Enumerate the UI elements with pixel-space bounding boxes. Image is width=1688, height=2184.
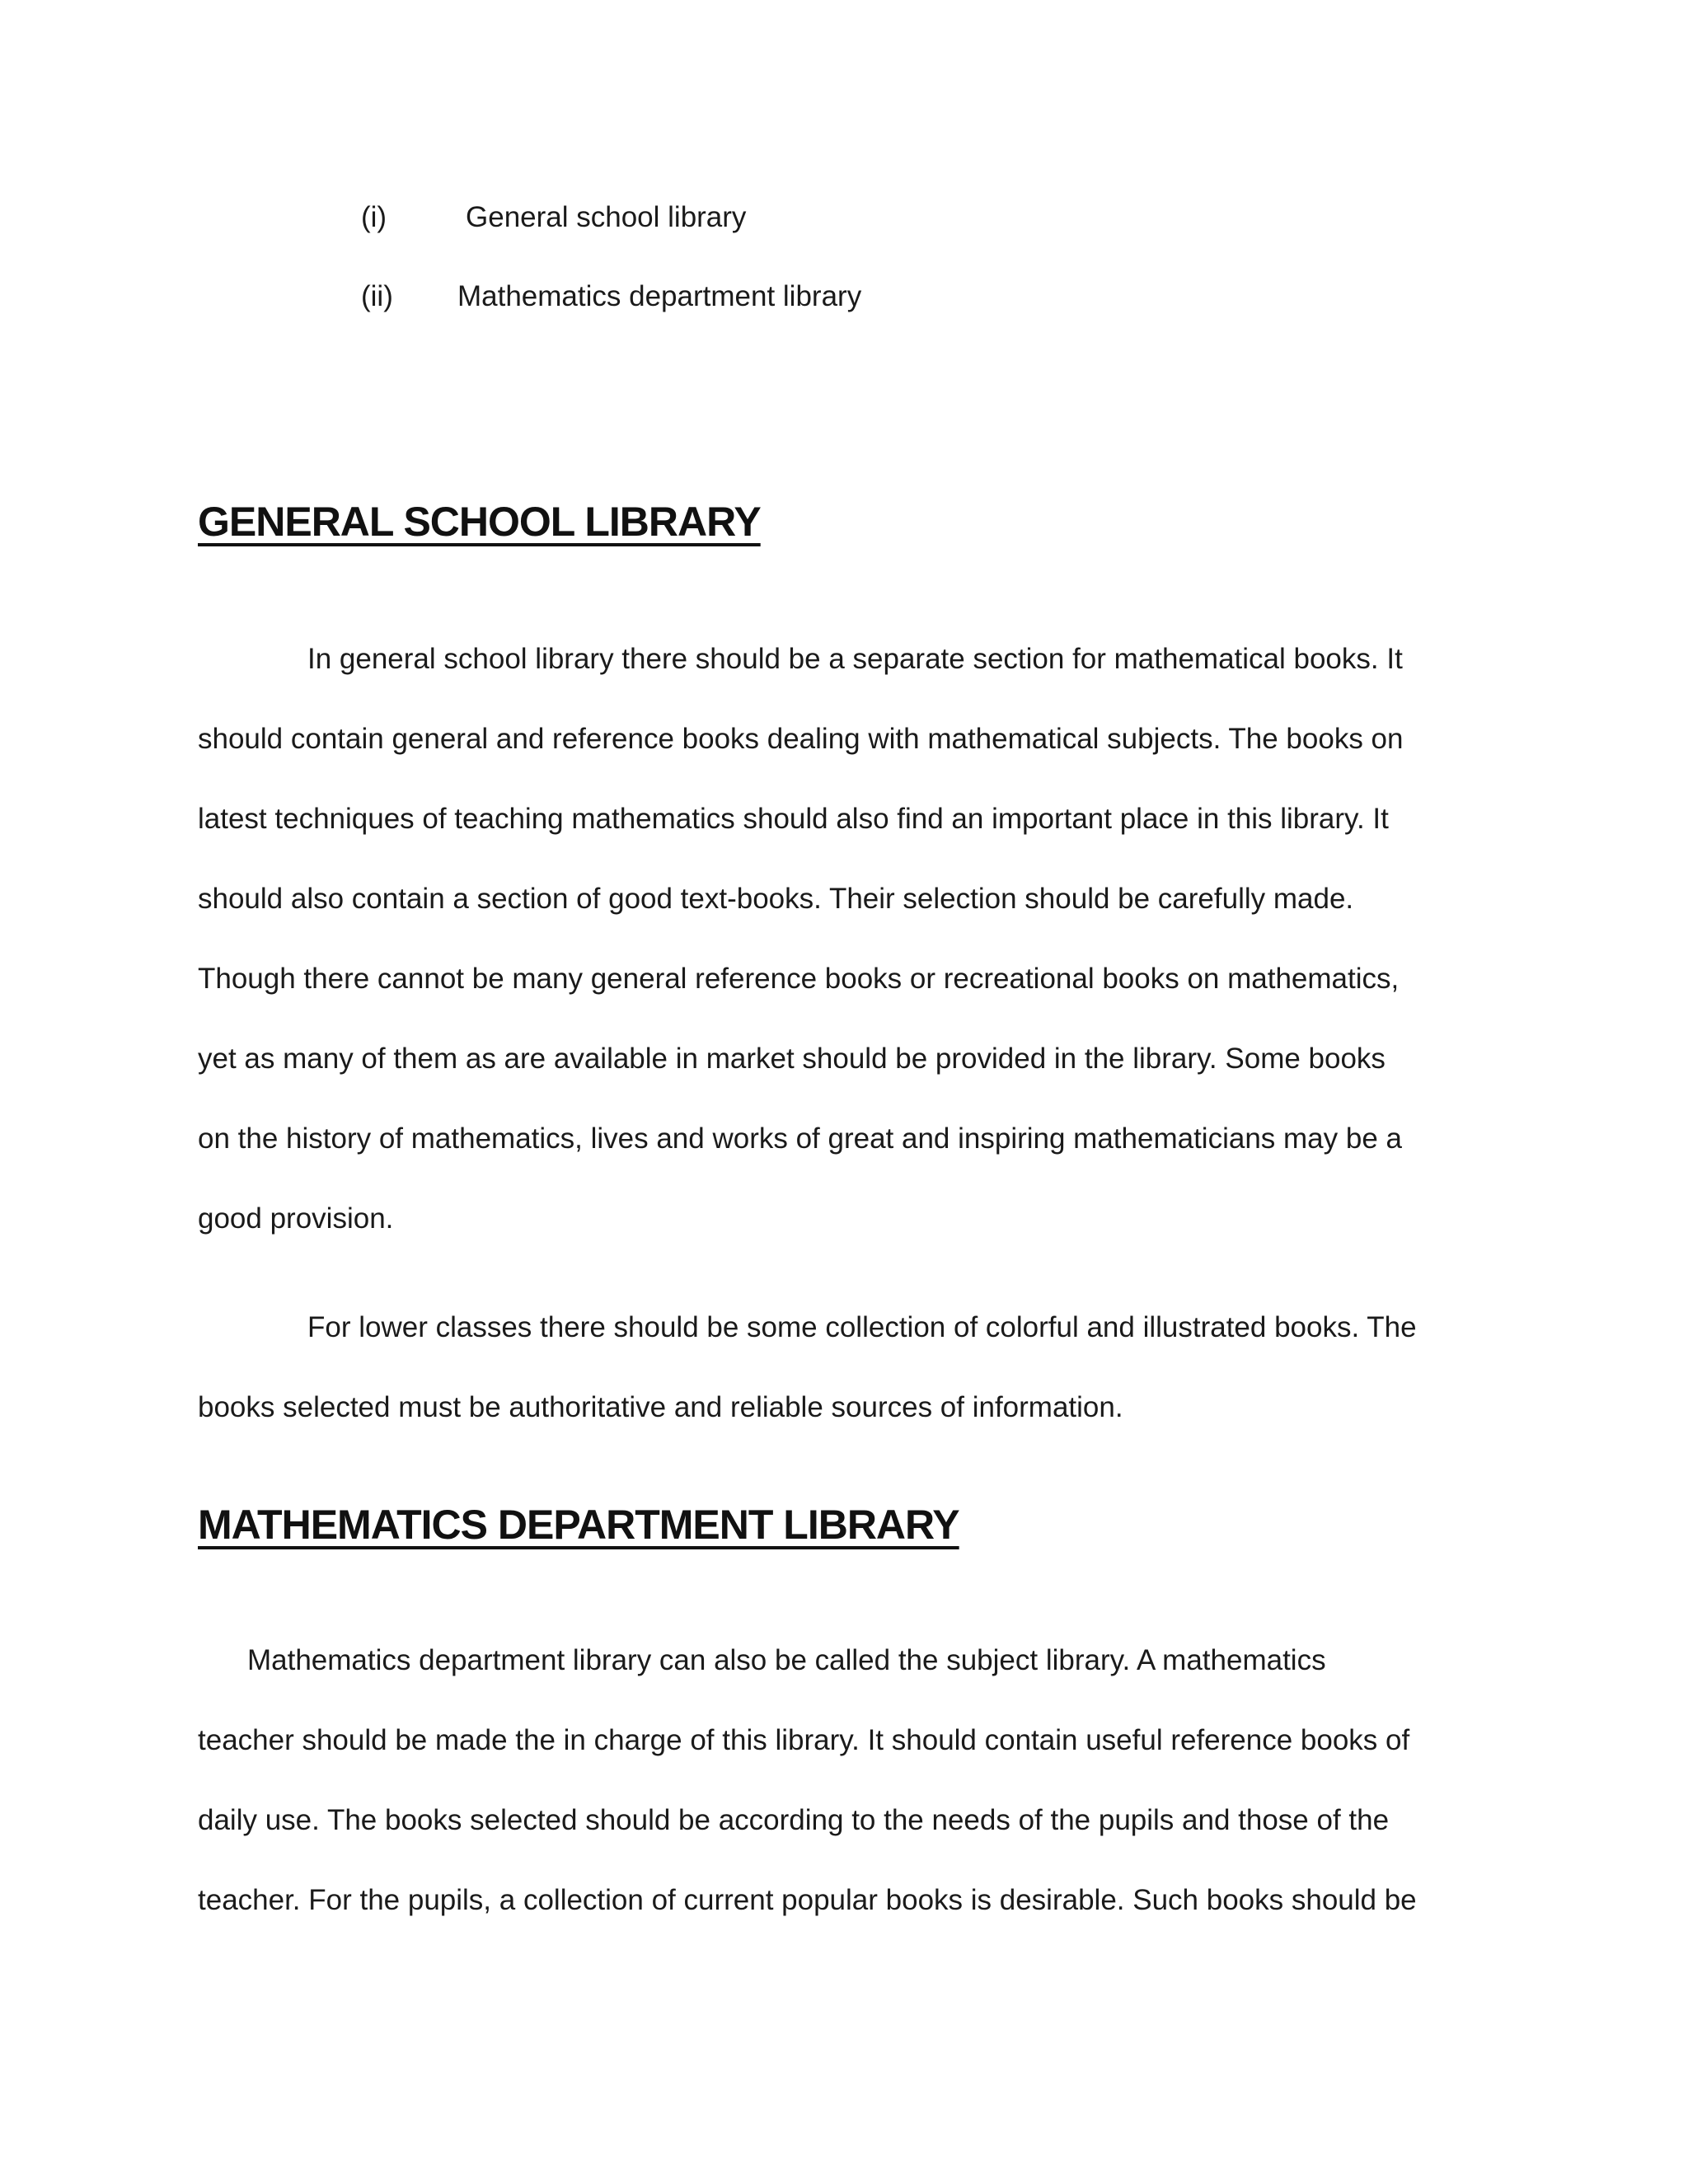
list-item-text: Mathematics department library	[457, 280, 862, 312]
paragraph-line: teacher. For the pupils, a collection of current popular books is desirable. Such books should be	[198, 1884, 1417, 1916]
section-heading-general-school-library: GENERAL SCHOOL LIBRARY	[198, 499, 761, 545]
paragraph-line: Mathematics department library can also be called the subject library. A mathematics	[247, 1644, 1326, 1676]
paragraph-line: yet as many of them as are available in market should be provided in the library. Some books	[198, 1043, 1386, 1075]
paragraph-line: should contain general and reference books dealing with mathematical subjects. The books on	[198, 723, 1404, 755]
paragraph-line: For lower classes there should be some collection of colorful and illustrated books. The	[307, 1311, 1417, 1343]
paragraph-line: books selected must be authoritative and reliable sources of information.	[198, 1391, 1123, 1423]
list-item	[0, 203, 1688, 236]
paragraph-line: good provision.	[198, 1202, 394, 1235]
paragraph-line: Though there cannot be many general reference books or recreational books on mathematics,	[198, 963, 1400, 995]
section-heading-mathematics-department-library: MATHEMATICS DEPARTMENT LIBRARY	[198, 1502, 959, 1548]
list-item-number: (ii)	[361, 280, 393, 312]
paragraph-line: should also contain a section of good text-books. Their selection should be carefully made.	[198, 883, 1354, 915]
paragraph-line: on the history of mathematics, lives and works of great and inspiring mathematicians may be a	[198, 1122, 1402, 1155]
list-item-number: (i)	[361, 201, 387, 233]
paragraph-line: teacher should be made the in charge of this library. It should contain useful reference books of	[198, 1724, 1410, 1756]
paragraph-line: In general school library there should be a separate section for mathematical books. It	[307, 643, 1403, 675]
list-item-text: General school library	[466, 201, 747, 233]
list-item	[0, 282, 1688, 315]
paragraph-line: latest techniques of teaching mathematics should also find an important place in this library. It	[198, 803, 1389, 835]
paragraph-line: daily use. The books selected should be according to the needs of the pupils and those of the	[198, 1804, 1390, 1836]
